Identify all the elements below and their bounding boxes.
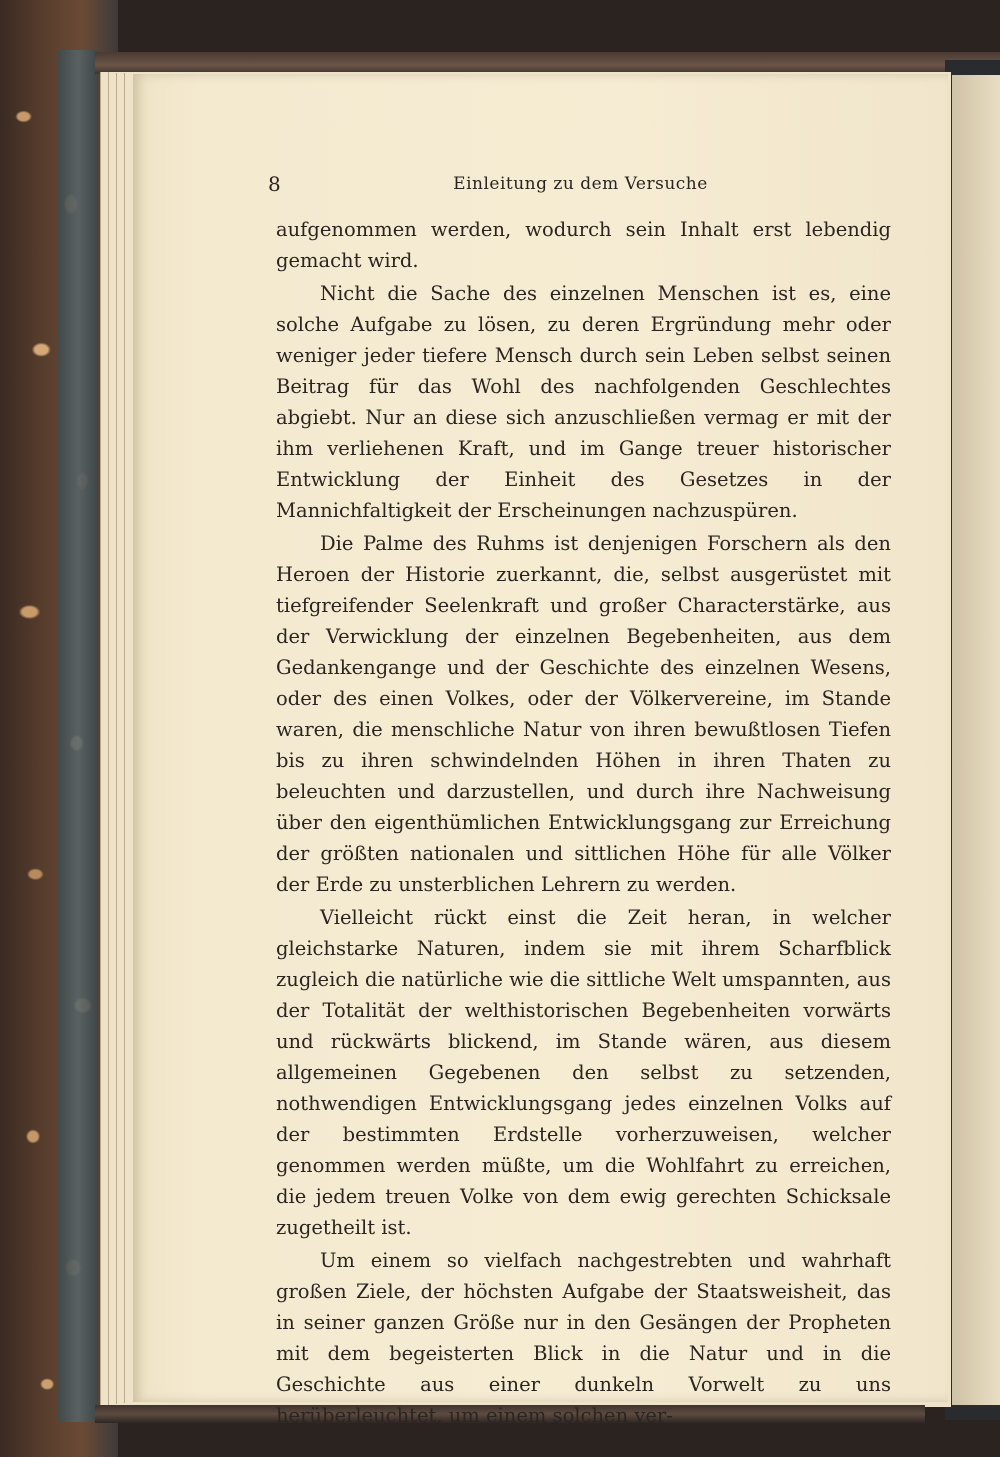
cloth-spine-edge — [58, 50, 98, 1422]
paragraph: aufgenommen werden, wodurch sein Inhalt erst lebendig gemacht wird. — [276, 218, 891, 272]
paragraph: Nicht die Sache des einzelnen Menschen ist es, eine solche Aufgabe zu lösen, zu deren Ergründung mehr oder weniger jeder tiefere Mensch durch sein Leben selbst seinen Beitrag für das Wohl des nachfolgenden Geschlechtes abgiebt. Nur an diese sich anzuschließen vermag er mit der ihm verliehenen Kraft, und im Gange treuer historischer Entwicklung der Einheit des Gesetzes in der Mannichfaltigkeit der Erscheinungen nachzuspüren. — [276, 282, 891, 522]
body-text — [276, 214, 891, 1431]
cover-top-edge — [95, 52, 1000, 74]
facing-page-edge — [952, 75, 1000, 1405]
paragraph: Um einem so vielfach nachgestrebten und wahrhaft großen Ziele, der höchsten Aufgabe der Staatsweisheit, das in seiner ganzen Größe nur in den Gesängen der Propheten mit dem begeisterten Blick in die Natur und in die Geschichte aus einer dunkeln Vorwelt zu uns herüberleuchtet, um einem solchen ver- — [276, 1249, 891, 1427]
running-title: Einleitung zu dem Versuche — [453, 174, 708, 194]
running-header — [268, 172, 893, 198]
paragraph: Die Palme des Ruhms ist denjenigen Forschern als den Heroen der Historie zuerkannt, die, selbst ausgerüstet mit tiefgreifender Seelenkraft und großer Characterstärke, aus der Verwicklung der einzelnen Begebenheiten, aus dem Gedankengange und der Geschichte des einzelnen Wesens, oder des einen Volkes, oder der Völkervereine, im Stande waren, die menschliche Natur von ihren bewußtlosen Tiefen bis zu ihren schwindelnden Höhen in ihren Thaten zu beleuchten und darzustellen, und durch ihre Nachweisung über den eigenthümlichen Entwicklungsgang zur Erreichung der größten nationalen und sittlichen Höhe für alle Völker der Erde zu unsterblichen Lehrern zu werden. — [276, 532, 891, 896]
page-number: 8 — [268, 172, 281, 196]
paragraph: Vielleicht rückt einst die Zeit heran, in welcher gleichstarke Naturen, indem sie mit ihrem Scharfblick zugleich die natürliche wie die sittliche Welt umspannten, aus der Totalität der welthistorischen Begebenheiten vorwärts und rückwärts blickend, im Stande wären, aus diesem allgemeinen Gegebenen den selbst zu setzenden, nothwendigen Entwicklungsgang jedes einzelnen Volks auf der bestimmten Erdstelle vorherzuweisen, welcher genommen werden müßte, um die Wohlfahrt zu erreichen, die jedem treuen Volke von dem ewig gerechten Schicksale zugetheilt ist. — [276, 906, 891, 1239]
